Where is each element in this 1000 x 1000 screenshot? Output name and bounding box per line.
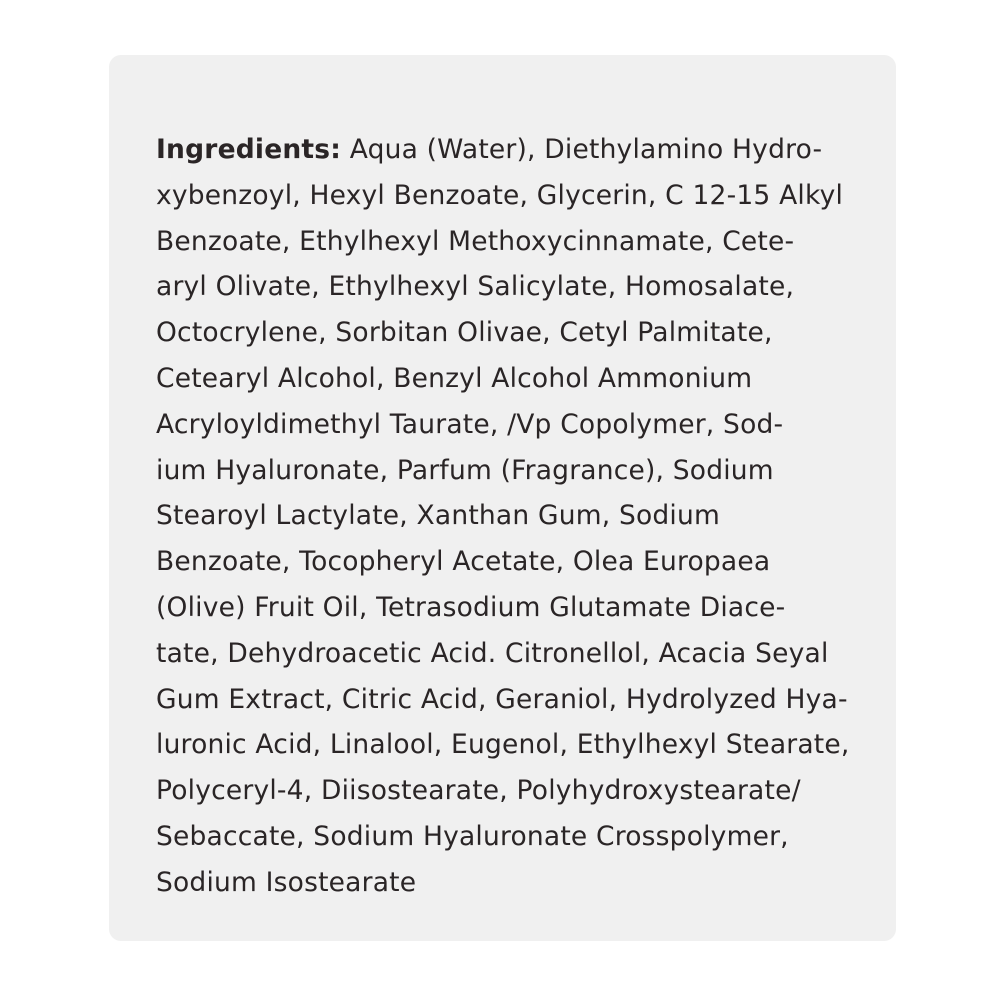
ingredients-line: (Olive) Fruit Oil, Tetrasodium Glutamate Diace- <box>156 591 786 623</box>
ingredients-line-text: Aqua (Water), Diethylamino Hydro- <box>341 134 823 165</box>
ingredients-line: Benzoate, Tocopheryl Acetate, Olea Europaea <box>156 546 771 578</box>
ingredients-line: Acryloyldimethyl Taurate, /Vp Copolymer, Sod- <box>156 408 784 440</box>
ingredients-heading: Ingredients: <box>156 134 342 165</box>
ingredients-line: Gum Extract, Citric Acid, Geraniol, Hydrolyzed Hya- <box>156 683 848 715</box>
ingredients-line: Cetearyl Alcohol, Benzyl Alcohol Ammonium <box>156 362 753 394</box>
ingredients-line: Benzoate, Ethylhexyl Methoxycinnamate, Cete- <box>156 225 795 257</box>
ingredients-line <box>156 127 856 173</box>
ingredients-line: Polyceryl-4, Diisostearate, Polyhydroxystearate/ <box>156 775 801 807</box>
ingredients-line: Sodium Isostearate <box>156 866 417 898</box>
ingredients-line: aryl Olivate, Ethylhexyl Salicylate, Homosalate, <box>156 271 795 303</box>
ingredients-line: xybenzoyl, Hexyl Benzoate, Glycerin, C 12-15 Alkyl <box>156 179 844 211</box>
ingredients-text-block <box>156 127 856 906</box>
ingredients-line: tate, Dehydroacetic Acid. Citronellol, Acacia Seyal <box>156 637 829 669</box>
ingredients-line: Sebaccate, Sodium Hyaluronate Crosspolymer, <box>156 820 789 852</box>
ingredients-line: Stearoyl Lactylate, Xanthan Gum, Sodium <box>156 500 720 532</box>
ingredients-line: Octocrylene, Sorbitan Olivae, Cetyl Palmitate, <box>156 317 773 349</box>
ingredients-label-card <box>109 55 896 941</box>
ingredients-line: luronic Acid, Linalool, Eugenol, Ethylhexyl Stearate, <box>156 729 850 761</box>
ingredients-line: ium Hyaluronate, Parfum (Fragrance), Sodium <box>156 454 774 486</box>
